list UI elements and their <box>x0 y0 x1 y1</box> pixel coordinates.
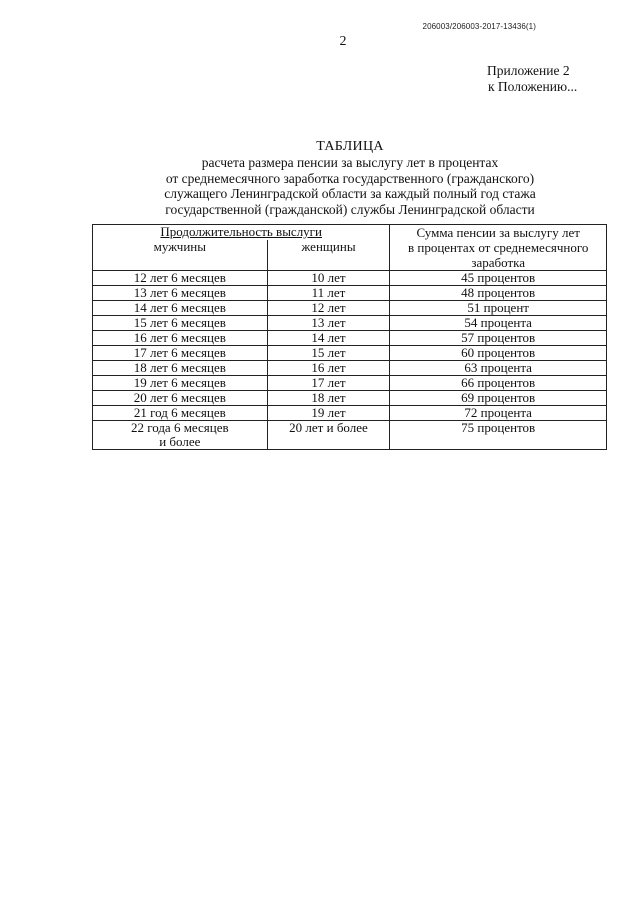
table-title-block <box>94 138 606 217</box>
cell-pension-percent: 63 процента <box>390 361 607 376</box>
cell-men-service-line: 14 лет 6 месяцев <box>133 300 226 315</box>
cell-men-service-line: 15 лет 6 месяцев <box>133 315 226 330</box>
appendix-reference <box>487 63 577 95</box>
table-row <box>93 376 607 391</box>
table-subtitle-line-1: расчета размера пенсии за выслугу лет в процентах <box>201 155 499 170</box>
table-row <box>93 406 607 421</box>
cell-men-service-line: 22 года 6 месяцев <box>130 420 229 435</box>
table-row <box>93 271 607 286</box>
cell-men-service-line: и более <box>159 434 201 449</box>
table-row <box>93 286 607 301</box>
cell-pension-percent: 45 процентов <box>390 271 607 286</box>
cell-pension-percent: 60 процентов <box>390 346 607 361</box>
cell-men-service <box>93 271 268 286</box>
table-row <box>93 421 607 450</box>
cell-men-service <box>93 301 268 316</box>
cell-men-service <box>93 361 268 376</box>
cell-men-service-line: 18 лет 6 месяцев <box>133 360 226 375</box>
header-men: мужчины <box>93 240 268 271</box>
cell-men-service <box>93 376 268 391</box>
cell-women-service: 20 лет и более <box>267 421 390 450</box>
page-number: 2 <box>339 34 347 49</box>
cell-pension-percent: 66 процентов <box>390 376 607 391</box>
cell-pension-percent: 75 процентов <box>390 421 607 450</box>
cell-men-service-line: 16 лет 6 месяцев <box>133 330 226 345</box>
cell-women-service: 19 лет <box>267 406 390 421</box>
cell-women-service: 15 лет <box>267 346 390 361</box>
table-row <box>93 316 607 331</box>
cell-men-service-line: 17 лет 6 месяцев <box>133 345 226 360</box>
appendix-line-1: Приложение 2 <box>487 63 570 78</box>
cell-pension-percent: 54 процента <box>390 316 607 331</box>
header-sum-cell <box>390 225 607 271</box>
cell-women-service: 14 лет <box>267 331 390 346</box>
cell-pension-percent: 57 процентов <box>390 331 607 346</box>
table-subtitle-line-2: от среднемесячного заработка государственного (гражданского) <box>165 170 535 186</box>
cell-women-service: 12 лет <box>267 301 390 316</box>
header-duration-cell <box>93 225 390 240</box>
header-women: женщины <box>267 240 390 271</box>
cell-men-service-line: 20 лет 6 месяцев <box>133 390 226 405</box>
document-id: 206003/206003-2017-13436(1) <box>422 22 536 31</box>
header-sum-line-1: Сумма пенсии за выслугу лет <box>416 225 580 240</box>
cell-men-service <box>93 406 268 421</box>
cell-men-service-line: 13 лет 6 месяцев <box>133 285 226 300</box>
table-row <box>93 391 607 406</box>
cell-men-service <box>93 286 268 301</box>
table-header-row <box>93 225 607 240</box>
cell-pension-percent: 51 процент <box>390 301 607 316</box>
cell-men-service <box>93 316 268 331</box>
cell-pension-percent: 48 процентов <box>390 286 607 301</box>
cell-men-service-line: 21 год 6 месяцев <box>133 405 226 420</box>
header-sum-line-2: в процентах от среднемесячного <box>407 240 589 255</box>
table-row <box>93 301 607 316</box>
table-title: ТАБЛИЦА <box>316 139 384 154</box>
cell-women-service: 13 лет <box>267 316 390 331</box>
cell-women-service: 16 лет <box>267 361 390 376</box>
table-row <box>93 331 607 346</box>
header-sum-line-3: заработка <box>471 255 526 270</box>
cell-men-service-line: 12 лет 6 месяцев <box>133 270 226 285</box>
appendix-line-2: к Положению... <box>488 79 578 94</box>
cell-pension-percent: 69 процентов <box>390 391 607 406</box>
cell-women-service: 11 лет <box>267 286 390 301</box>
pension-table-body <box>93 225 607 450</box>
cell-men-service-line: 19 лет 6 месяцев <box>133 375 226 390</box>
pension-rate-table <box>92 224 607 450</box>
cell-men-service <box>93 421 268 450</box>
header-duration: Продолжительность выслуги <box>160 224 322 239</box>
table-subtitle-line-3: служащего Ленинградской области за каждый полный год стажа <box>164 186 536 202</box>
cell-pension-percent: 72 процента <box>390 406 607 421</box>
table-row <box>93 361 607 376</box>
cell-women-service: 18 лет <box>267 391 390 406</box>
table-row <box>93 346 607 361</box>
cell-women-service: 10 лет <box>267 271 390 286</box>
cell-men-service <box>93 331 268 346</box>
cell-men-service <box>93 346 268 361</box>
table-subtitle-line-4: государственной (гражданской) службы Ленинградской области <box>165 201 535 217</box>
cell-women-service: 17 лет <box>267 376 390 391</box>
cell-men-service <box>93 391 268 406</box>
